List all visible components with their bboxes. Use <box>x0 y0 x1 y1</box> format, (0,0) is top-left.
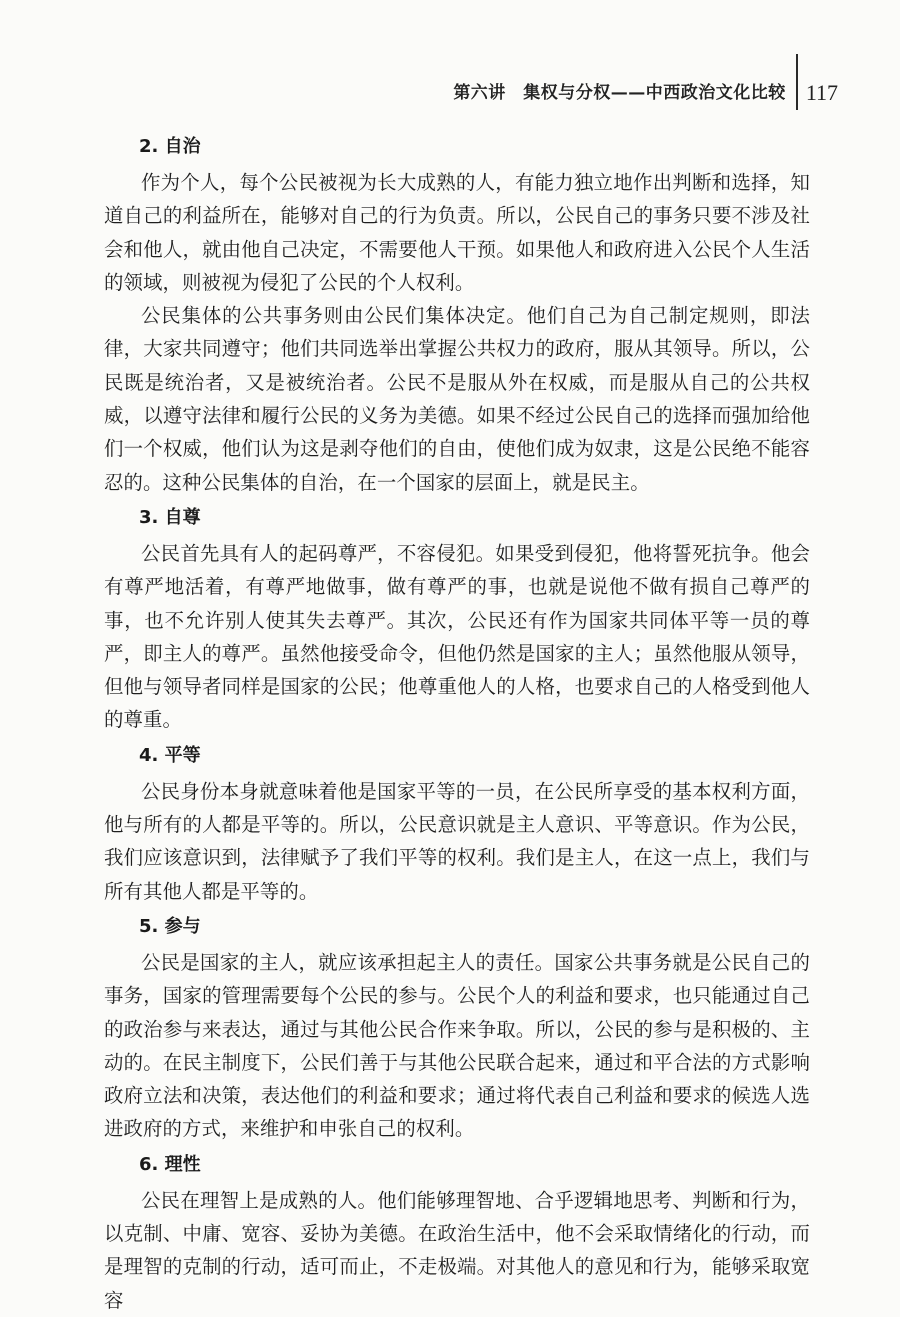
page-body <box>104 128 810 1317</box>
section-self-respect <box>104 499 810 737</box>
paragraph: 公民是国家的主人，就应该承担起主人的责任。国家公共事务就是公民自己的事务，国家的管理需要每个公民的参与。公民个人的利益和要求，也只能通过自己的政治参与来表达，通过与其他公民合作来争取。所以，公民的参与是积极的、主动的。在民主制度下，公民们善于与其他公民联合起来，通过和平合法的方式影响政府立法和决策，表达他们的利益和要求；通过将代表自己利益和要求的候选人选进政府的方式，来维护和申张自己的权利。 <box>104 950 810 1141</box>
header-divider <box>796 54 798 110</box>
paragraph: 公民身份本身就意味着他是国家平等的一员，在公民所享受的基本权利方面，他与所有的人都是平等的。所以，公民意识就是主人意识、平等意识。作为公民，我们应该意识到，法律赋予了我们平等的权利。我们是主人，在这一点上，我们与所有其他人都是平等的。 <box>104 779 810 903</box>
section-heading: 4. 平等 <box>139 744 201 766</box>
section-autonomy <box>104 128 810 499</box>
section-heading: 3. 自尊 <box>139 506 201 528</box>
paragraph: 公民集体的公共事务则由公民们集体决定。他们自己为自己制定规则，即法律，大家共同遵守；他们共同选举出掌握公共权力的政府，服从其领导。所以，公民既是统治者，又是被统治者。公民不是服从外在权威，而是服从自己的公共权威，以遵守法律和履行公民的义务为美德。如果不经过公民自己的选择而强加给他们一个权威，他们认为这是剥夺他们的自由，使他们成为奴隶，这是公民绝不能容忍的。这种公民集体的自治，在一个国家的层面上，就是民主。 <box>104 304 810 494</box>
running-header <box>453 76 838 106</box>
paragraph: 作为个人，每个公民被视为长大成熟的人，有能力独立地作出判断和选择，知道自己的利益所在，能够对自己的行为负责。所以，公民自己的事务只要不涉及社会和他人，就由他自己决定，不需要他人干预。如果他人和政府进入公民个人生活的领域，则被视为侵犯了公民的个人权利。 <box>104 171 810 294</box>
paragraph: 公民首先具有人的起码尊严，不容侵犯。如果受到侵犯，他将誓死抗争。他会有尊严地活着，有尊严地做事，做有尊严的事，也就是说他不做有损自己尊严的事，也不允许别人使其失去尊严。其次，公民还有作为国家共同体平等一员的尊严，即主人的尊严。虽然他接受命令，但他仍然是国家的主人；虽然他服从领导，但他与领导者同样是国家的公民；他尊重他人的人格，也要求自己的人格受到他人的尊重。 <box>104 541 810 732</box>
section-equality <box>104 737 810 908</box>
paragraph: 公民在理智上是成熟的人。他们能够理智地、合乎逻辑地思考、判断和行为，以克制、中庸、宽容、妥协为美德。在政治生活中，他不会采取情绪化的行动，而是理智的克制的行动，适可而止，不走极端。对其他人的意见和行为，能够采取宽容 <box>104 1188 810 1312</box>
section-rationality <box>104 1146 810 1317</box>
section-participation <box>104 908 810 1146</box>
section-heading: 5. 参与 <box>139 915 201 937</box>
page-number: 117 <box>805 80 838 105</box>
running-title: 第六讲 集权与分权——中西政治文化比较 <box>453 83 786 103</box>
section-heading: 2. 自治 <box>139 136 201 157</box>
section-heading: 6. 理性 <box>139 1153 201 1175</box>
